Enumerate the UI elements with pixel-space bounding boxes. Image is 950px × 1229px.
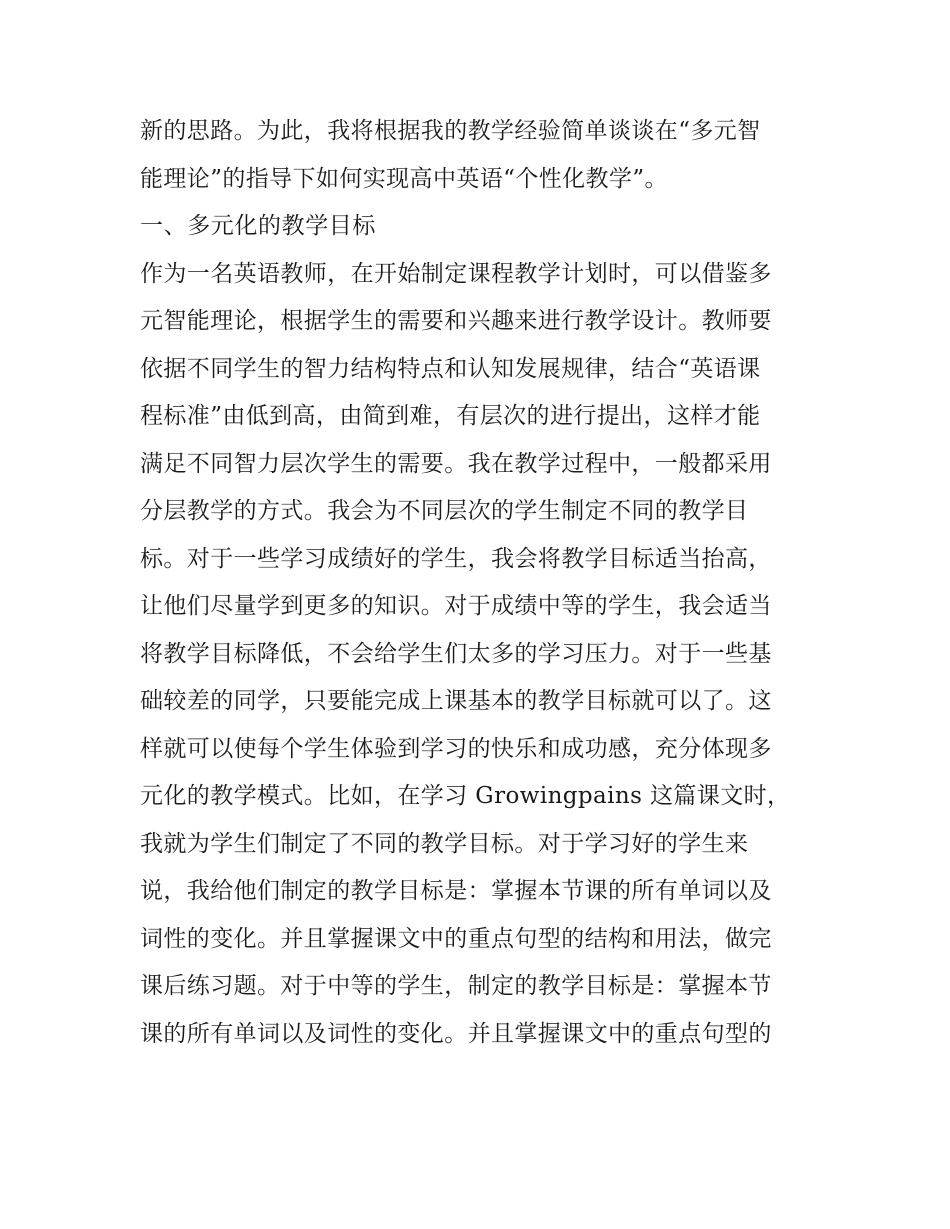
- text-line: 元化的教学模式。比如，在学习 Growingpains 这篇课文时，: [140, 783, 791, 809]
- body-text: [140, 108, 820, 1058]
- text-line: 说，我给他们制定的教学目标是：掌握本节课的所有单词以及: [140, 878, 772, 904]
- text-line: 词性的变化。并且掌握课文中的重点句型的结构和用法，做完: [140, 925, 772, 952]
- text-line: 课后练习题。对于中等的学生，制定的教学目标是：掌握本节: [140, 973, 772, 999]
- text-line: 我就为学生们制定了不同的教学目标。对于学习好的学生来: [140, 830, 749, 857]
- text-line: 让他们尽量学到更多的知识。对于成绩中等的学生，我会适当: [140, 593, 772, 619]
- section-heading: 一、多元化的教学目标: [140, 213, 376, 239]
- text-line: 元智能理论，根据学生的需要和兴趣来进行教学设计。教师要: [140, 308, 772, 334]
- text-line: 分层教学的方式。我会为不同层次的学生制定不同的教学目: [140, 498, 749, 524]
- text-line: 础较差的同学，只要能完成上课基本的教学目标就可以了。这: [140, 688, 772, 714]
- text-line: 能理论”的指导下如何实现高中英语“个性化教学”。: [140, 165, 668, 192]
- text-line: 新的思路。为此，我将根据我的教学经验简单谈谈在“多元智: [140, 118, 761, 144]
- text-line: 将教学目标降低，不会给学生们太多的学习压力。对于一些基: [140, 640, 772, 667]
- text-line: 满足不同智力层次学生的需要。我在教学过程中，一般都采用: [140, 450, 772, 477]
- text-line: 程标准”由低到高，由简到难，有层次的进行提出，这样才能: [140, 403, 761, 429]
- text-line: 标。对于一些学习成绩好的学生，我会将教学目标适当抬高，: [140, 545, 772, 572]
- text-line: 样就可以使每个学生体验到学习的快乐和成功感，充分体现多: [140, 735, 772, 762]
- text-line: 课的所有单词以及词性的变化。并且掌握课文中的重点句型的: [140, 1020, 772, 1047]
- text-line: 作为一名英语教师，在开始制定课程教学计划时，可以借鉴多: [140, 260, 772, 287]
- text-line: 依据不同学生的智力结构特点和认知发展规律，结合“英语课: [140, 355, 761, 382]
